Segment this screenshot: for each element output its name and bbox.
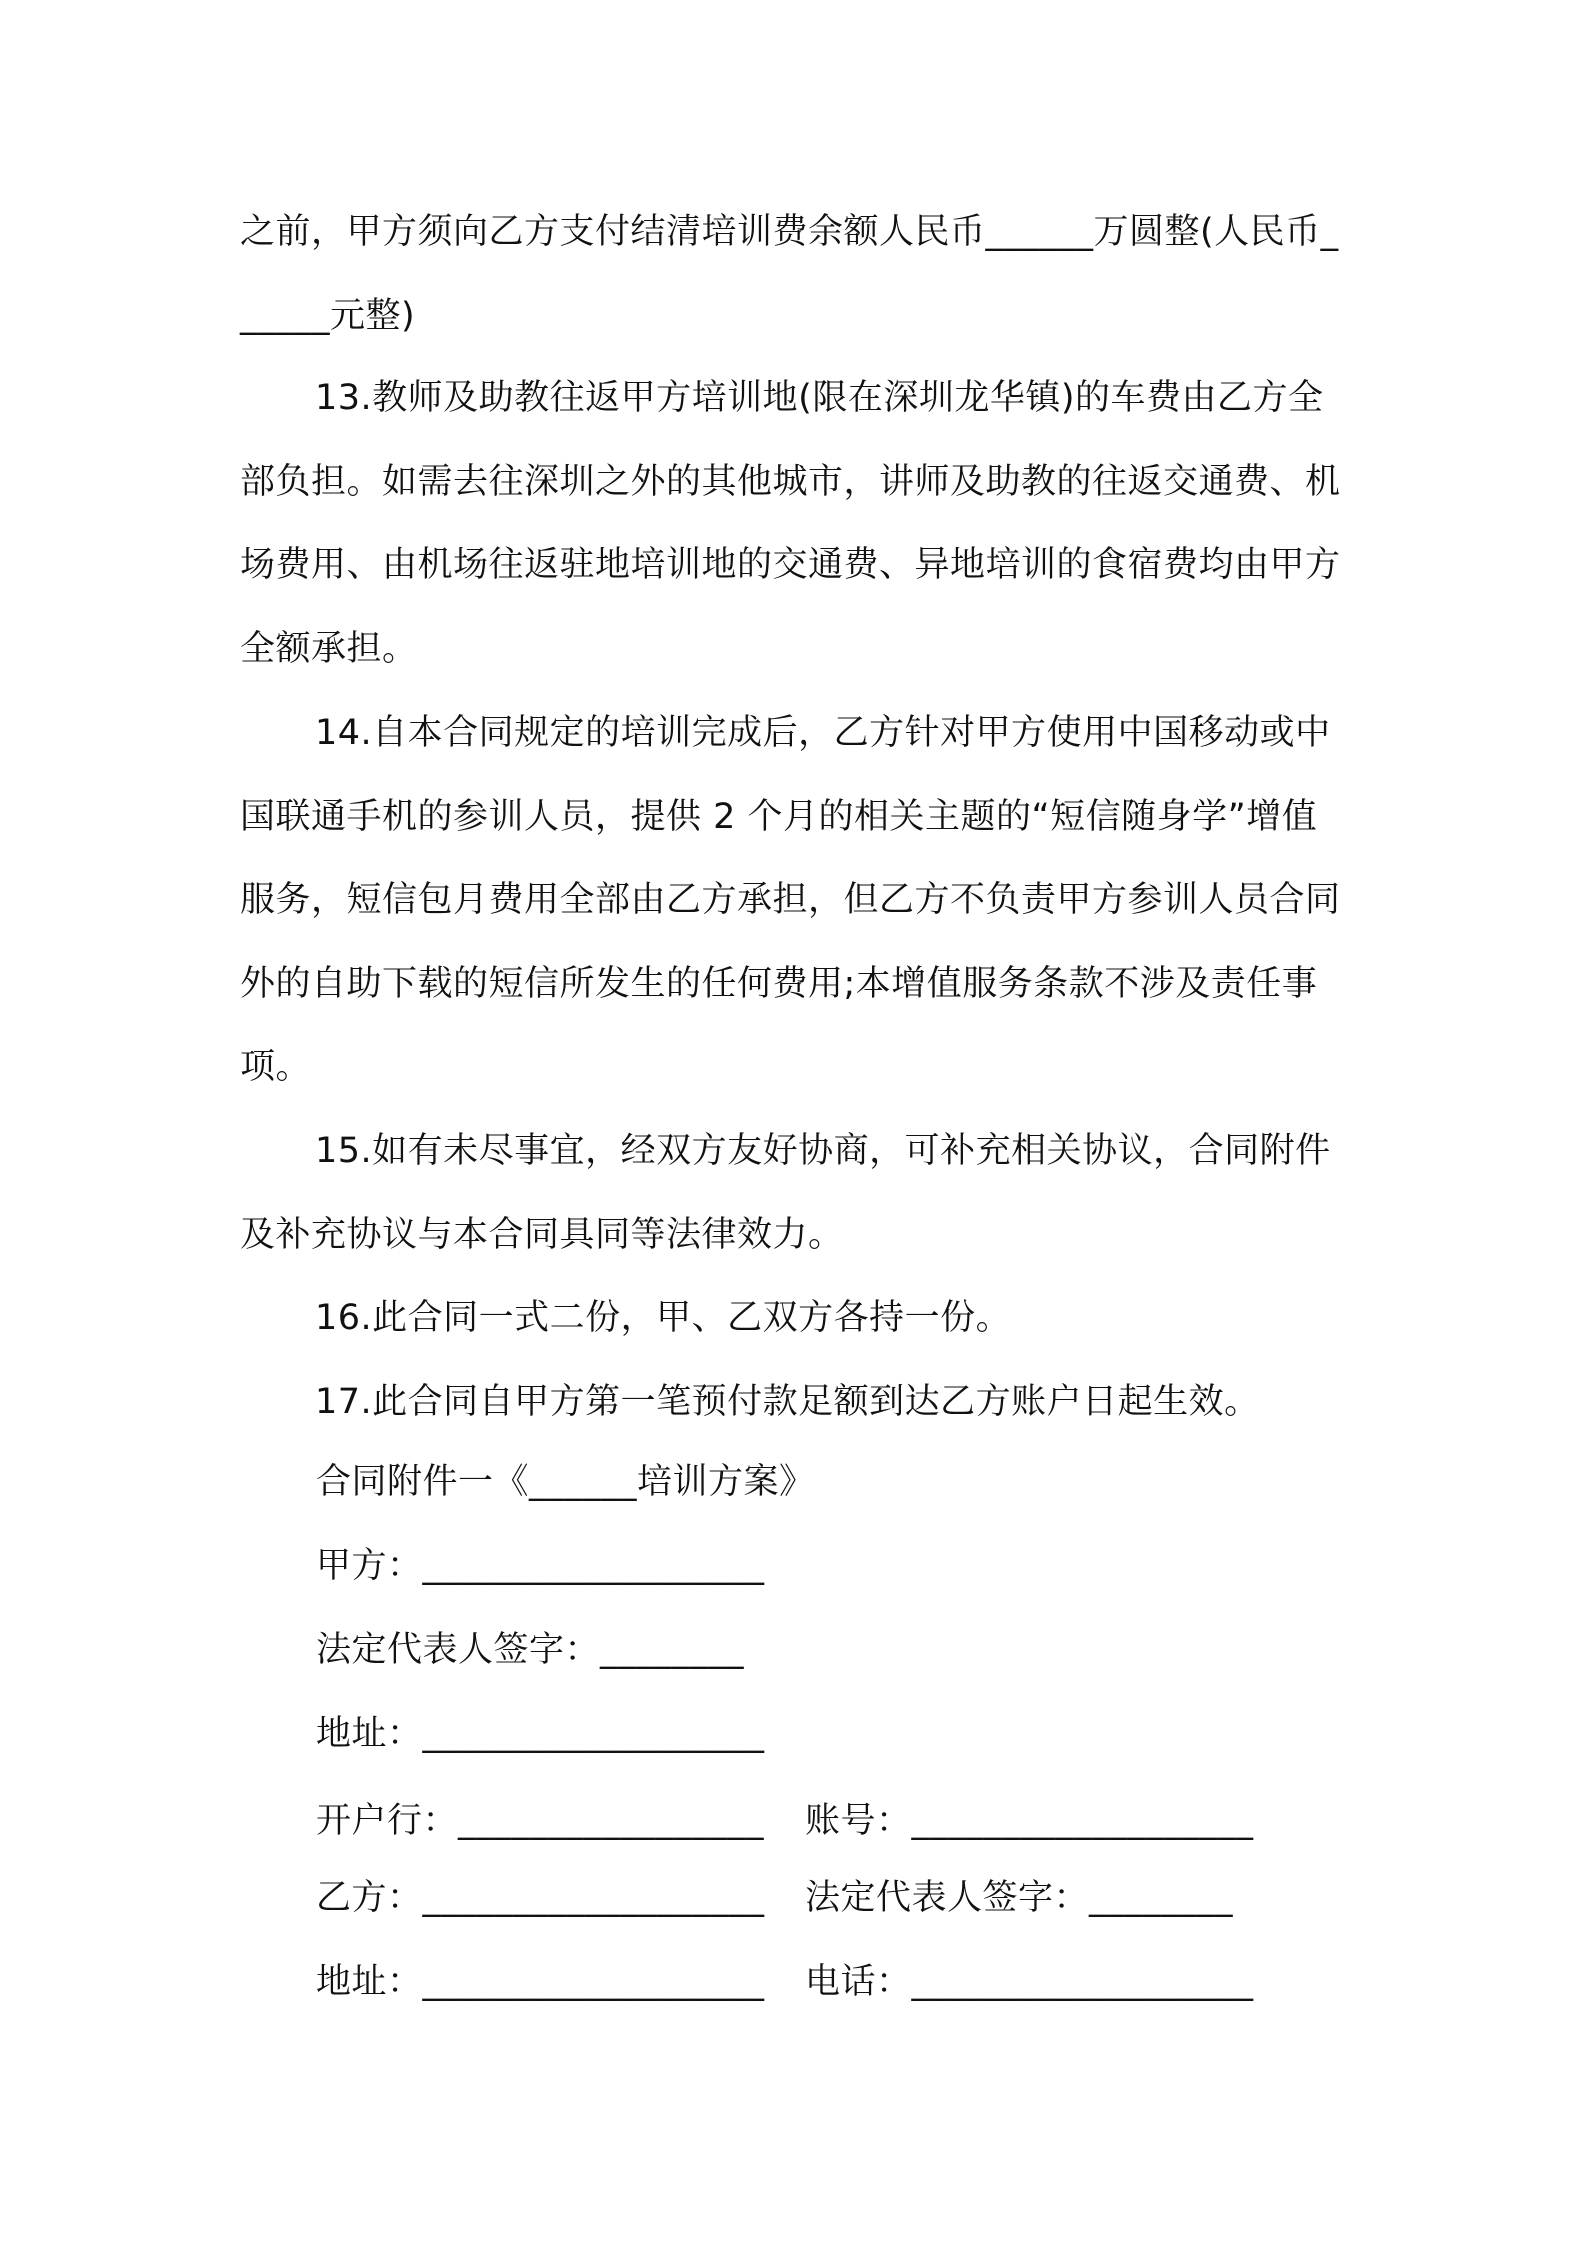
legal-rep-b-line: 法定代表人签字：________	[805, 1878, 1234, 1918]
party-b-line: 乙方：___________________	[316, 1878, 765, 1918]
attachment-line: 合同附件一《______培训方案》	[316, 1462, 815, 1502]
bank-line: 开户行：_________________	[316, 1801, 765, 1841]
paragraph-payment-balance: 之前，甲方须向乙方支付结清培训费余额人民币______万圆整(人民币______元整)	[240, 212, 1339, 336]
paragraph-clause-13: 13.教师及助教往返甲方培训地(限在深圳龙华镇)的车费由乙方全部负担。如需去往深圳之外的其他城市，讲师及助教的往返交通费、机场费用、由机场往返驻地培训地的交通费、异地培训的食宿费均由甲方全额承担。	[240, 378, 1341, 669]
address-a-line: 地址：___________________	[316, 1714, 765, 1754]
phone-line: 电话：___________________	[805, 1962, 1254, 2002]
paragraph-clause-14: 14.自本合同规定的培训完成后，乙方针对甲方使用中国移动或中国联通手机的参训人员，提供 2 个月的相关主题的“短信随身学”增值服务，短信包月费用全部由乙方承担，但乙方不负责甲方参训人员合同外的自助下载的短信所发生的任何费用;本增值服务条款不涉及责任事项。	[240, 713, 1341, 1087]
account-line: 账号：___________________	[805, 1801, 1254, 1841]
paragraph-clause-17: 17.此合同自甲方第一笔预付款足额到达乙方账户日起生效。	[315, 1382, 1260, 1422]
legal-rep-a-line: 法定代表人签字：________	[316, 1630, 745, 1670]
paragraph-clause-16: 16.此合同一式二份，甲、乙双方各持一份。	[315, 1298, 1012, 1338]
paragraph-clause-15: 15.如有未尽事宜，经双方友好协商，可补充相关协议，合同附件及补充协议与本合同具同等法律效力。	[240, 1131, 1331, 1255]
address-b-line: 地址：___________________	[316, 1962, 765, 2002]
party-a-line: 甲方：___________________	[316, 1546, 765, 1586]
